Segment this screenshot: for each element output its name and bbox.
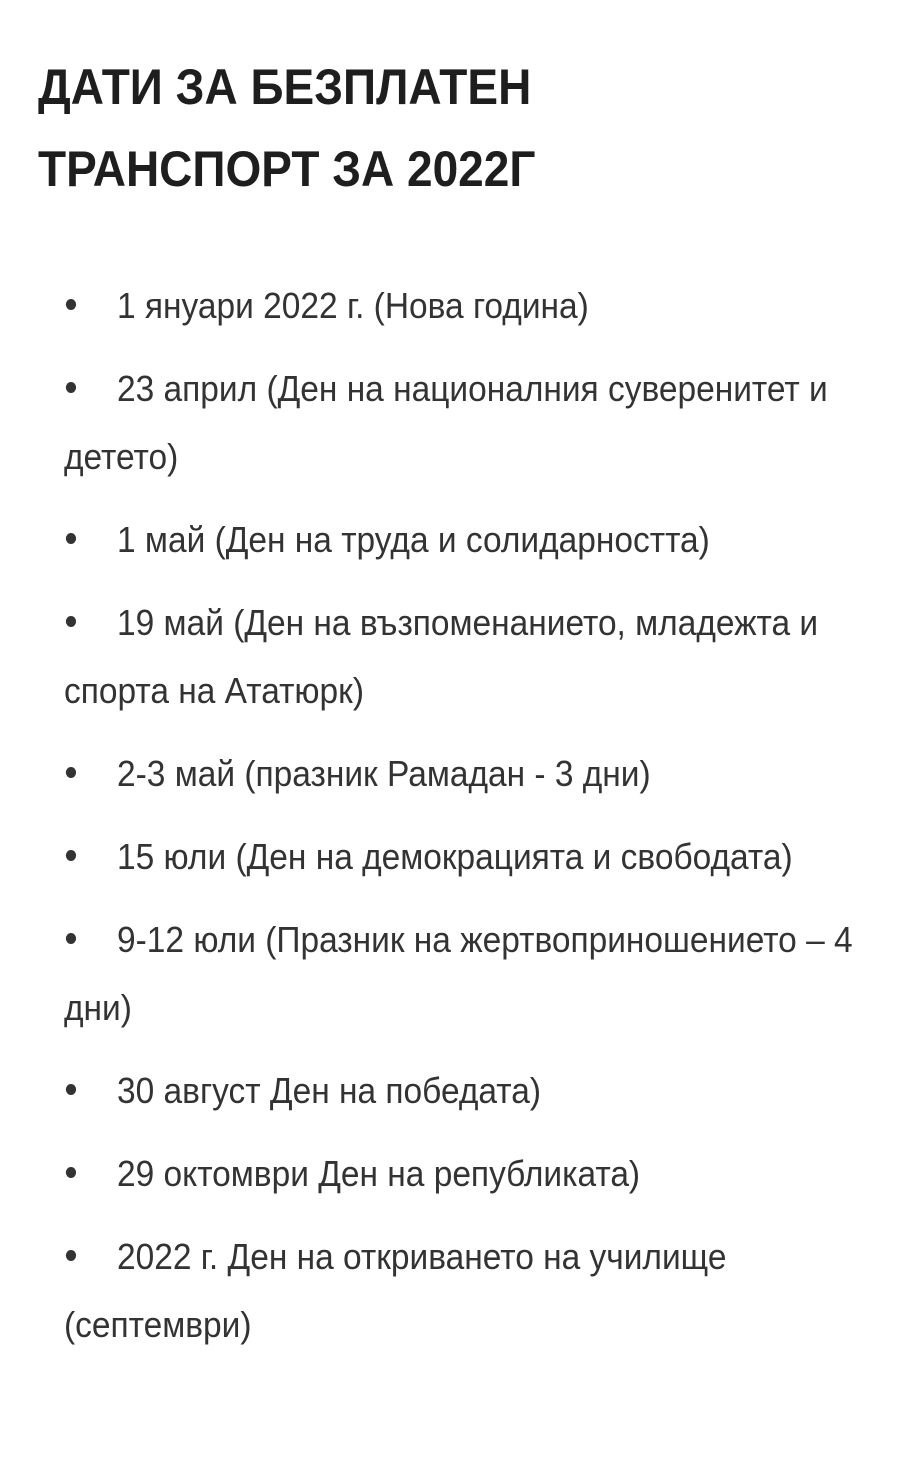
page-title-line-1: ДАТИ ЗА БЕЗПЛАТЕН — [38, 59, 532, 115]
bullet-icon — [64, 542, 117, 552]
holiday-list — [64, 272, 914, 1374]
list-item — [64, 272, 915, 340]
bullet-icon — [64, 859, 117, 869]
bullet-icon — [64, 1176, 117, 1186]
page-title — [38, 46, 682, 210]
list-item-text: 2022 г. Ден на откриването на училище (септември) — [64, 1236, 727, 1345]
list-item-text: 1 май (Ден на труда и солидарността) — [117, 519, 710, 560]
bullet-icon — [64, 942, 117, 952]
bullet-icon — [64, 1259, 117, 1269]
list-item — [64, 906, 915, 1042]
list-item-text: 2-3 май (празник Рамадан - 3 дни) — [117, 753, 651, 794]
list-item-text: 15 юли (Ден на демокрацията и свободата) — [117, 836, 793, 877]
page-title-line-2: ТРАНСПОРТ ЗА 2022Г — [38, 141, 536, 197]
list-item-text: 30 август Ден на победата) — [117, 1070, 541, 1111]
list-item-text: 29 октомври Ден на републиката) — [117, 1153, 641, 1194]
list-item — [64, 589, 915, 725]
list-item — [64, 1140, 915, 1208]
list-item — [64, 823, 915, 891]
bullet-icon — [64, 391, 117, 401]
list-item — [64, 740, 915, 808]
list-item — [64, 506, 915, 574]
list-item-text: 19 май (Ден на възпоменанието, младежта и спорта на Ататюрк) — [64, 602, 819, 711]
bullet-icon — [64, 776, 117, 786]
bullet-icon — [64, 308, 117, 318]
list-item-text: 9-12 юли (Празник на жертвоприношението – 4 дни) — [64, 919, 853, 1028]
list-item — [64, 1223, 915, 1359]
list-item-text: 1 януари 2022 г. (Нова година) — [117, 285, 589, 326]
list-item — [64, 1057, 915, 1125]
list-item — [64, 355, 915, 491]
bullet-icon — [64, 625, 117, 635]
bullet-icon — [64, 1093, 117, 1103]
list-item-text: 23 април (Ден на националния суверенитет и детето) — [64, 368, 828, 477]
